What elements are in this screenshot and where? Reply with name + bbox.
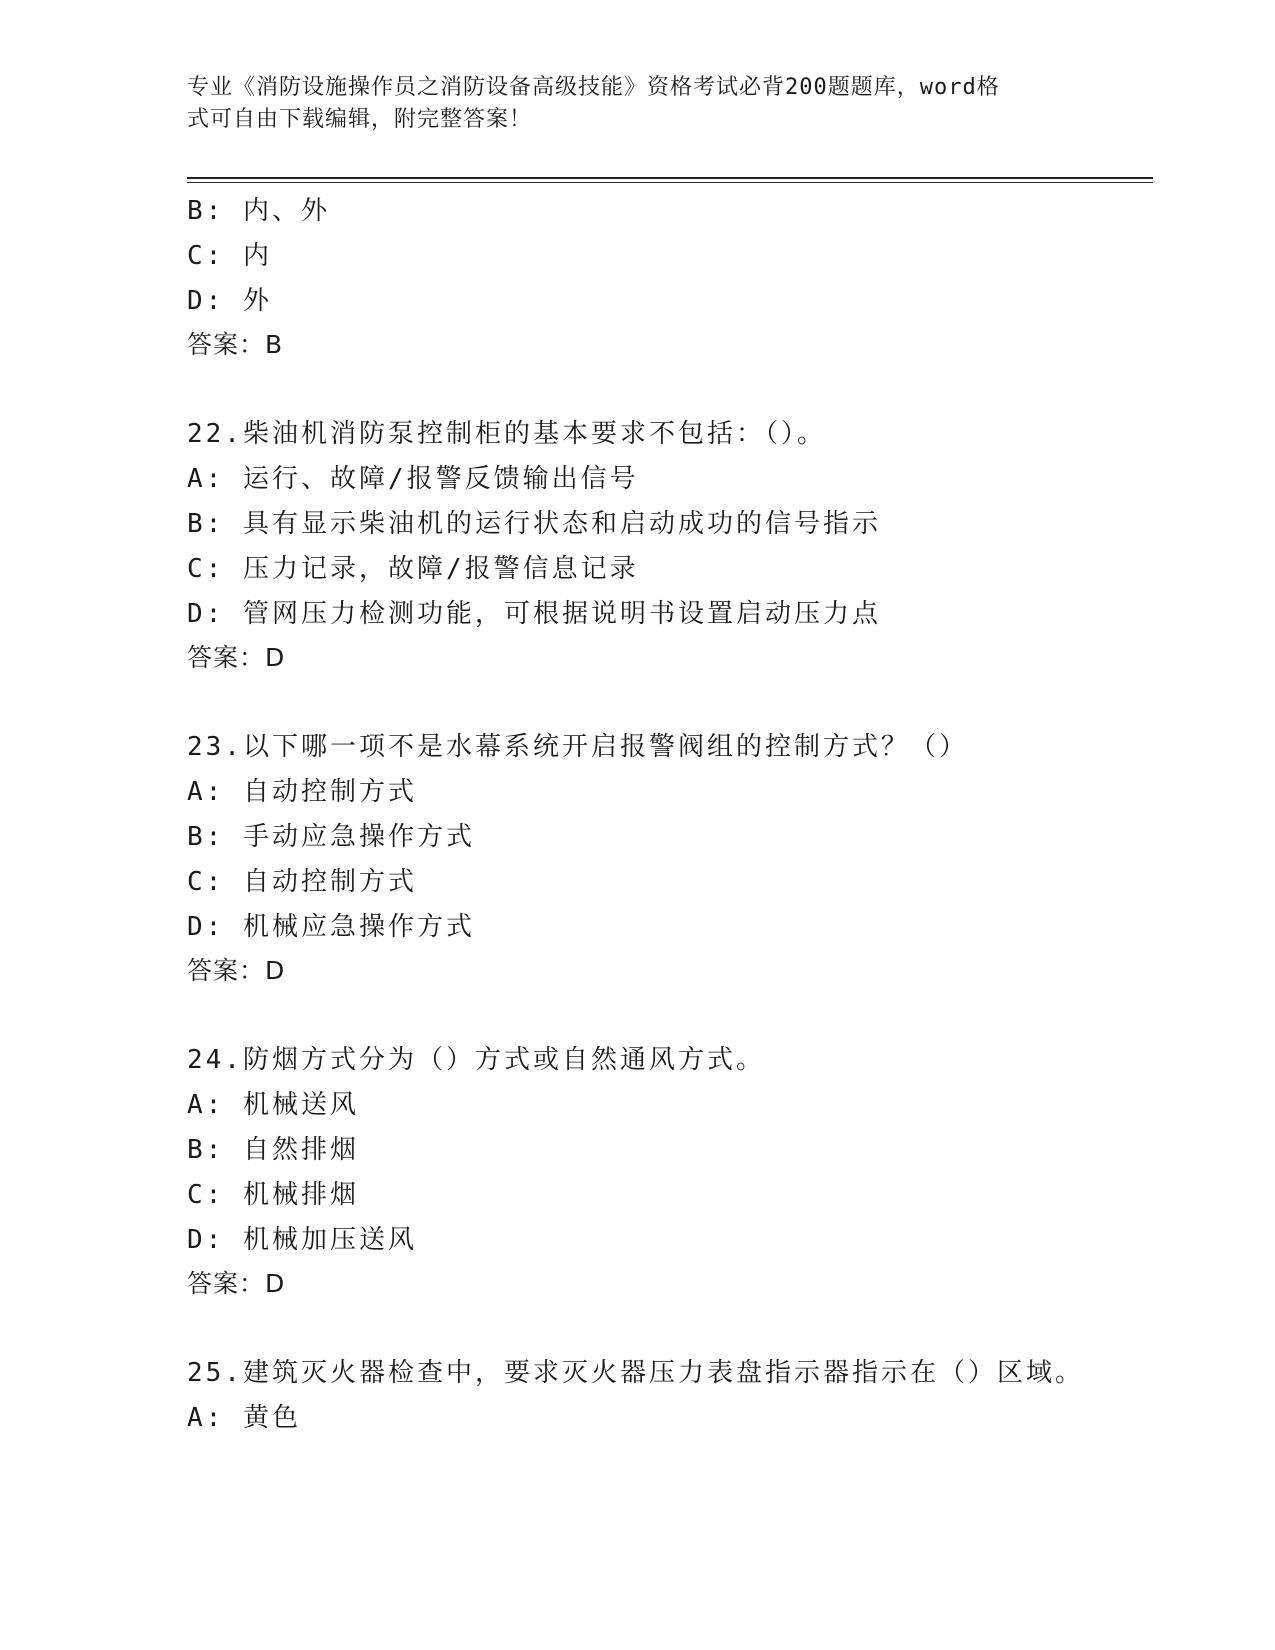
q22-question: 22.柴油机消防泵控制柜的基本要求不包括：（）。 [187,419,826,449]
q25-option-a: A: 黄色 [187,1403,301,1433]
q24-option-b: B: 自然排烟 [187,1135,359,1165]
q21-option-c: C: 内 [187,241,272,271]
q23-option-a: A: 自动控制方式 [187,777,417,807]
q23-option-d: D: 机械应急操作方式 [187,912,475,942]
q22-option-a: A: 运行、故障/报警反馈输出信号 [187,464,639,494]
q23-option-b: B: 手动应急操作方式 [187,822,475,852]
q24-option-a: A: 机械送风 [187,1090,359,1120]
header-line-2: 式可自由下载编辑，附完整答案！ [187,107,533,132]
q24-answer: 答案：D [187,1269,286,1298]
q22-option-b: B: 具有显示柴油机的运行状态和启动成功的信号指示 [187,509,881,539]
q24-question: 24.防烟方式分为（）方式或自然通风方式。 [187,1045,765,1075]
q23-question: 23.以下哪一项不是水幕系统开启报警阀组的控制方式？（） [187,732,968,762]
q24-option-c: C: 机械排烟 [187,1180,359,1210]
q22-answer: 答案：D [187,643,286,672]
q23-answer: 答案：D [187,956,286,985]
q22-option-c: C: 压力记录，故障/报警信息记录 [187,554,639,584]
q25-question: 25.建筑灭火器检查中，要求灭火器压力表盘指示器指示在（）区域。 [187,1358,1084,1388]
header-divider-thin [187,182,1153,183]
document-header [187,72,1067,136]
header-line-1: 专业《消防设施操作员之消防设备高级技能》资格考试必背200题题库，word格 [187,75,1000,100]
q21-option-b: B: 内、外 [187,196,330,226]
q21-option-d: D: 外 [187,286,272,316]
q24-option-d: D: 机械加压送风 [187,1225,417,1255]
header-divider-thick [187,177,1153,179]
q21-answer: 答案：B [187,330,284,359]
q23-option-c: C: 自动控制方式 [187,867,417,897]
q22-option-d: D: 管网压力检测功能，可根据说明书设置启动压力点 [187,599,881,629]
